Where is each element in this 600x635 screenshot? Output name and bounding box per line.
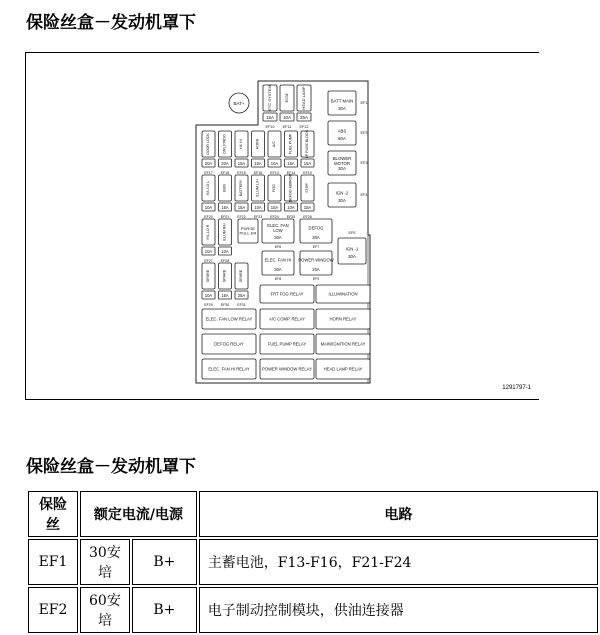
fuse-row1-id: EF17 xyxy=(204,171,213,175)
fuse-row2-id: EF22 xyxy=(237,215,246,219)
relay-label: ILLUMINATION xyxy=(328,291,358,297)
fuse-row1-name: FUEL PUMP xyxy=(288,133,293,155)
fuse-row1-amp: 10A xyxy=(270,161,279,166)
fuse-row1-id: EF14 xyxy=(286,171,296,175)
relay-label: ELEC. FAN LOW RELAY xyxy=(205,316,253,322)
top-fuse-name: ETC SYSTEM xyxy=(267,85,272,111)
right-fuse-id: EF2 xyxy=(360,131,368,135)
relay-label: FUEL PUMP RELAY xyxy=(267,341,307,347)
spare-fuse-amp: 25A xyxy=(237,293,246,298)
top-fuse-id: EF11 xyxy=(282,125,292,129)
fuse-box-drawing xyxy=(26,53,540,401)
fuse-row2-id: EF20 xyxy=(204,215,213,219)
fuse-row2-name: FOG xyxy=(272,184,276,192)
right-fuse-id: EF1 xyxy=(360,101,368,105)
fuse-row3-id: EF27 xyxy=(204,259,213,263)
cell-source: B+ xyxy=(132,539,197,585)
fuse-row2-name: BATTERY xyxy=(239,179,243,197)
fuse-row2-id: EF23 xyxy=(253,215,263,219)
header-fuse: 保险丝 xyxy=(28,491,78,537)
right-fuse-name: IGN -2 xyxy=(335,190,349,196)
mid-fuse-id: EF7 xyxy=(312,245,320,249)
top-fuse-id: EF10 xyxy=(265,125,275,129)
cell-circuit: 主蓄电池，F13-F16，F21-F24 xyxy=(199,539,598,585)
fuse-row2-amp: 15A xyxy=(237,205,246,210)
fuse-row1-id: EF16 xyxy=(253,171,263,175)
right-fuse-name: BLOWER xyxy=(332,156,352,162)
fuse-row2-name: ILLUM L/H xyxy=(255,179,260,197)
mid-fuse-amp: 30A xyxy=(274,235,282,240)
fuse-row1-amp: 15A xyxy=(237,161,246,166)
fuse-row1-name: HORN xyxy=(255,138,260,150)
bat-label: BAT+ xyxy=(233,101,245,106)
spare-fuse-name: SPARE xyxy=(206,269,210,283)
top-fuse-id: EF12 xyxy=(299,125,309,129)
spare-fuse-id: EF30 xyxy=(220,303,230,307)
top-fuse-amp: 10A xyxy=(282,115,292,120)
spare-fuse-amp: 15A xyxy=(221,293,229,298)
right-fuse-amp: 60A xyxy=(338,136,346,141)
relay-label: POWER WINDOW RELAY xyxy=(262,366,312,372)
fuse-row3-id: EF28 xyxy=(220,259,230,263)
right-fuse-amp: 30A xyxy=(338,166,346,171)
cell-source: B+ xyxy=(132,587,197,633)
top-fuse-amp: 15A xyxy=(265,115,275,120)
fuse-row1-id: EF15 xyxy=(237,171,246,175)
cell-circuit: 电子制动控制模块，供油连接器 xyxy=(199,587,598,633)
mid-fuse-id: EF9 xyxy=(312,277,320,281)
cell-rating: 30安培 xyxy=(80,539,130,585)
right-fuse-id: EF3 xyxy=(360,161,368,165)
fuse-row2-amp: 15A xyxy=(303,205,312,210)
table-header-row xyxy=(28,491,598,537)
top-fuse-amp: 25A xyxy=(299,115,309,120)
cell-fuse: EF1 xyxy=(28,539,78,585)
relay-label: DEFOG RELAY xyxy=(214,341,244,347)
table-row xyxy=(28,587,598,633)
right-fuse-name: ABS xyxy=(337,128,347,134)
relay-label: HEAD LAMP RELAY xyxy=(323,366,363,372)
right-fuse-amp: 30A xyxy=(338,198,346,203)
fuse-row1-name: A/C xyxy=(272,141,276,147)
fuse-row2-amp: 10A xyxy=(204,205,213,210)
relay-label: ELEC. FAN HI RELAY xyxy=(208,366,250,372)
fuse-row2-amp: 15A xyxy=(270,205,279,210)
header-rating: 额定电流/电源 xyxy=(80,491,197,537)
mid-fuse-id: EF6 xyxy=(274,245,282,249)
mid-fuse-amp: 30A xyxy=(312,235,320,240)
mid-fuse-name: ELEC. FAN HI xyxy=(264,257,292,263)
mid-fuse-id: EF8 xyxy=(274,277,282,281)
ign1-id: EF5 xyxy=(348,231,356,235)
purge-relay-label: PURGE xyxy=(240,226,256,232)
top-fuse-name: ECM xyxy=(284,93,289,103)
mid-fuse-name: LOW xyxy=(273,227,283,233)
relay-label: HORN RELAY xyxy=(329,316,357,322)
fuse-row1-name: DRL PWDO xyxy=(222,134,227,154)
fuse-row1-amp: 15A xyxy=(303,161,312,166)
relay-label: A/C COMP. RELAY xyxy=(269,316,305,322)
fuse-table xyxy=(26,489,600,635)
right-fuse-name: BATT MAIN xyxy=(330,98,354,104)
fuse-row3-amp: 10A xyxy=(204,249,213,254)
cell-fuse: EF2 xyxy=(28,587,78,633)
fuse-row3-name: H/L LO R xyxy=(206,224,210,240)
cell-rating: 60安培 xyxy=(80,587,130,633)
ign1-name: IGN -1 xyxy=(345,246,359,252)
relay-label: MAIN/IGNITION RELAY xyxy=(320,341,366,347)
ign1-amp: 30A xyxy=(348,254,356,259)
figure-id: 1291797-1 xyxy=(502,385,531,391)
fuse-row1-amp: 20A xyxy=(221,161,229,166)
mid-fuse-amp: 30A xyxy=(274,267,282,272)
purge-relay-label: PULL-ER xyxy=(239,230,257,236)
spare-fuse-name: SPARE xyxy=(222,269,227,283)
right-fuse-id: EF4 xyxy=(360,193,368,197)
right-fuse-amp: 30A xyxy=(338,106,346,111)
spare-fuse-name: SPARE xyxy=(239,269,243,283)
spare-fuse-id: EF29 xyxy=(204,303,213,307)
fuse-row2-name: H/L LO L xyxy=(206,180,210,196)
fuse-row2-amp: 10A xyxy=(287,205,295,210)
fuse-row1-name: LP FUSE BLOCK xyxy=(305,129,309,159)
fuse-row1-id: EF18 xyxy=(220,171,230,175)
fuse-row3-amp: 10A xyxy=(221,249,229,254)
fuse-row2-id: EF21 xyxy=(220,215,230,219)
fuse-row2-id: EF24 xyxy=(270,215,279,219)
fuse-row2-id: EF26 xyxy=(303,215,312,219)
fuse-row1-amp: 15A xyxy=(254,161,262,166)
fuse-row1-amp: 15A xyxy=(287,161,295,166)
fuse-row3-name: ILLUM R/H xyxy=(222,223,227,241)
fuse-row2-amp: 15A xyxy=(221,205,229,210)
relay-label: FRT FOG RELAY xyxy=(270,291,304,297)
fuse-row1-name: H/L HI xyxy=(239,138,243,150)
fuse-row1-amp: 20A xyxy=(204,161,213,166)
right-fuse-name: MOTOR xyxy=(334,160,350,166)
mid-fuse-name: ELEC. FAN xyxy=(267,223,289,229)
top-fuse-name: HEAD LAMP xyxy=(301,86,306,110)
fuse-row1-name: DOOR LOCK xyxy=(206,133,210,155)
fuse-row1-id: EF13 xyxy=(270,171,279,175)
table-row xyxy=(28,539,598,585)
fuse-row2-name: EMS xyxy=(222,184,227,192)
mid-fuse-amp: 20A xyxy=(312,267,320,272)
header-circuit: 电路 xyxy=(199,491,598,537)
mid-fuse-name: POWER WINDOW xyxy=(298,257,334,263)
spare-fuse-amp: 10A xyxy=(204,293,213,298)
fuse-row1-id: EF19 xyxy=(303,171,312,175)
section-heading: 保险丝盒－发动机罩下 xyxy=(26,457,196,477)
page-heading: 保险丝盒－发动机罩下 xyxy=(26,13,196,33)
mid-fuse-name: DEFOG xyxy=(308,225,324,231)
fuse-box-diagram xyxy=(25,52,539,400)
fuse-row2-name: STOP xyxy=(305,183,309,193)
fuse-row2-id: EF25 xyxy=(286,215,296,219)
fuse-row2-name: DEFOG MIRROR xyxy=(288,173,293,203)
fuse-row2-amp: 10A xyxy=(254,205,262,210)
spare-fuse-id: EF31 xyxy=(237,303,246,307)
